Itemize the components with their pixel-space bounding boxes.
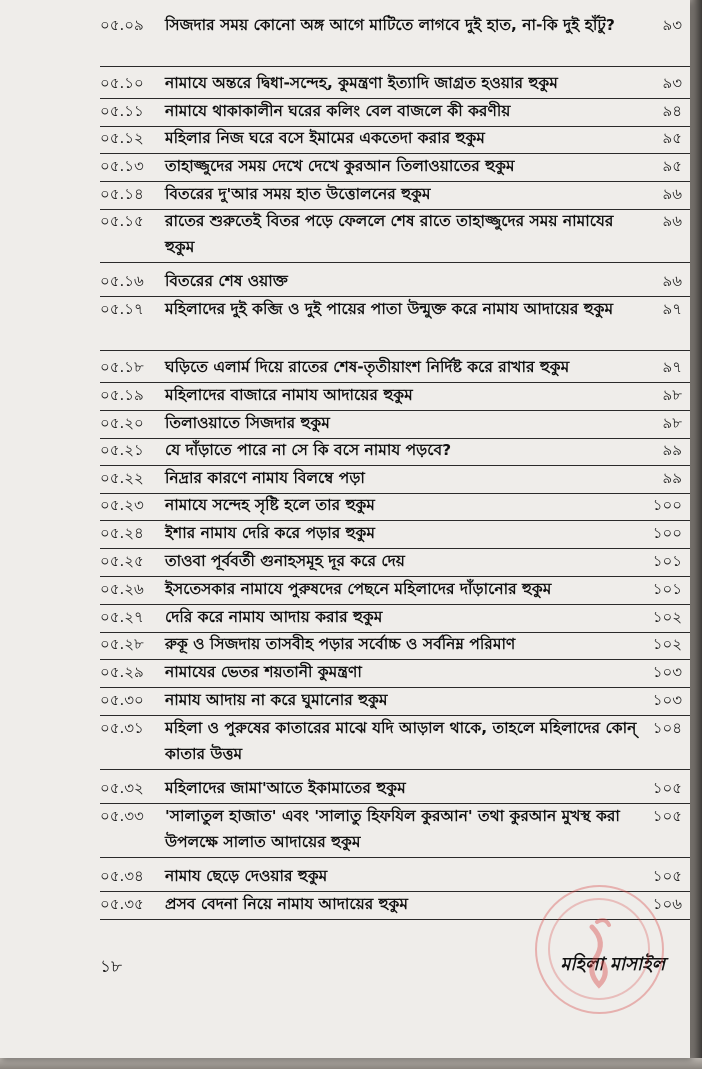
toc-entry-number: ০৫.২২ bbox=[100, 469, 144, 487]
toc-entry-title: রুকূ ও সিজদায় তাসবীহ পড়ার সর্বোচ্চ ও সর্বনিম্ন পরিমাণ bbox=[165, 635, 516, 653]
toc-entry-number: ০৫.১৮ bbox=[100, 358, 144, 376]
toc-entry bbox=[100, 10, 690, 67]
toc-entry-page: ১০০ bbox=[652, 496, 682, 514]
toc-entry-page: ৯৫ bbox=[662, 157, 682, 175]
toc-entry bbox=[100, 352, 690, 383]
toc-entry bbox=[100, 266, 690, 297]
toc-entry-title: মহিলাদের জামা'আতে ইকামাতের হুকুম bbox=[165, 779, 406, 797]
toc-entry bbox=[100, 68, 690, 99]
toc-entry-page: ১০৪ bbox=[652, 719, 682, 737]
toc-entry bbox=[100, 206, 690, 263]
toc-entry-page: ৯৯ bbox=[662, 441, 682, 459]
toc-entry bbox=[100, 380, 690, 411]
toc-entry-page: ১০০ bbox=[652, 524, 682, 542]
stamp-emblem-icon bbox=[537, 887, 662, 1012]
toc-entry-title: প্রসব বেদনা নিয়ে নামায আদায়ের হুকুম bbox=[165, 895, 408, 913]
toc-entry-number: ০৫.২০ bbox=[100, 414, 144, 432]
toc-entry-number: ০৫.১৫ bbox=[100, 212, 144, 230]
page-edge bbox=[690, 0, 702, 1069]
toc-entry-title: সিজদার সময় কোনো অঙ্গ আগে মাটিতে লাগবে দুই হাত, না-কি দুই হাঁটু? bbox=[165, 16, 615, 34]
toc-entry-title: তাওবা পূর্ববর্তী গুনাহসমূহ দূর করে দেয় bbox=[165, 552, 405, 570]
toc-entry-number: ০৫.১৯ bbox=[100, 386, 144, 404]
watermark-stamp bbox=[535, 885, 664, 1014]
toc-entry-page: ৯৭ bbox=[662, 358, 682, 376]
toc-entry-page: ১০৫ bbox=[652, 779, 682, 797]
toc-entry-number: ০৫.১৭ bbox=[100, 300, 144, 318]
toc-entry-number: ০৫.৩৩ bbox=[100, 807, 144, 825]
toc-entry-number: ০৫.১২ bbox=[100, 129, 144, 147]
toc-entry-number: ০৫.২৩ bbox=[100, 496, 144, 514]
toc-entry-title: ইশার নামায দেরি করে পড়ার হুকুম bbox=[165, 524, 375, 542]
toc-entry-title: ঘড়িতে এলার্ম দিয়ে রাতের শেষ-তৃতীয়াংশ নির্দিষ্ট করে রাখার হুকুম bbox=[165, 358, 570, 376]
toc-entry-page: ১০১ bbox=[652, 580, 682, 598]
toc-entry-title: নামাযে সন্দেহ সৃষ্টি হলে তার হুকুম bbox=[165, 496, 375, 514]
toc-entry-page: ১০৩ bbox=[652, 663, 682, 681]
toc-entry bbox=[100, 801, 690, 858]
toc-entry-page: ৯৩ bbox=[662, 74, 682, 92]
toc-entry-title: মহিলাদের বাজারে নামায আদায়ের হুকুম bbox=[165, 386, 413, 404]
toc-entry bbox=[100, 123, 690, 154]
toc-entry bbox=[100, 773, 690, 804]
toc-entry bbox=[100, 435, 690, 466]
toc-entry-number: ০৫.৩৪ bbox=[100, 867, 144, 885]
toc-entry-page: ১০১ bbox=[652, 552, 682, 570]
toc-entry-page: ১০৫ bbox=[652, 867, 682, 885]
toc-entry bbox=[100, 518, 690, 549]
toc-entry bbox=[100, 629, 690, 660]
toc-entry-title: 'সালাতুল হাজাত' এবং 'সালাতু হিফযিল কুরআন' তথা কুরআন মুখস্থ করা উপলক্ষে সালাত আদায়ের হুকুম bbox=[165, 807, 620, 851]
toc-entry-number: ০৫.১১ bbox=[100, 102, 144, 120]
toc-entry-number: ০৫.২৫ bbox=[100, 552, 144, 570]
toc-entry-page: ১০২ bbox=[652, 635, 682, 653]
toc-entry-page: ৯৩ bbox=[662, 16, 682, 34]
toc-entry bbox=[100, 657, 690, 688]
toc-entry-number: ০৫.০৯ bbox=[100, 16, 144, 34]
toc-entry-page: ১০২ bbox=[652, 608, 682, 626]
toc-entry-title: মহিলাদের দুই কব্জি ও দুই পায়ের পাতা উন্মুক্ত করে নামায আদায়ের হুকুম bbox=[165, 300, 614, 318]
toc-entry-number: ০৫.১৬ bbox=[100, 272, 144, 290]
toc-entry-number: ০৫.৩৫ bbox=[100, 895, 144, 913]
toc-entry-page: ৯৪ bbox=[662, 102, 682, 120]
toc-entry bbox=[100, 294, 690, 351]
toc-entry-number: ০৫.৩১ bbox=[100, 719, 144, 737]
page-number: ১৮ bbox=[100, 957, 123, 977]
toc-entry-page: ৯৫ bbox=[662, 129, 682, 147]
toc-entry-page: ৯৮ bbox=[662, 386, 682, 404]
page-bottom-edge bbox=[0, 1058, 702, 1069]
toc-entry-page: ৯৮ bbox=[662, 414, 682, 432]
toc-entry bbox=[100, 713, 690, 770]
toc-entry-title: মহিলা ও পুরুষের কাতারের মাঝে যদি আড়াল থাকে, তাহলে মহিলাদের কোন্ কাতার উত্তম bbox=[165, 719, 637, 763]
toc-entry-title: বিতরের দু'আর সময় হাত উত্তোলনের হুকুম bbox=[165, 185, 431, 203]
toc-entry-title: দেরি করে নামায আদায় করার হুকুম bbox=[165, 608, 383, 626]
toc-entry-page: ৯৬ bbox=[662, 272, 682, 290]
toc-entry-number: ০৫.১৩ bbox=[100, 157, 144, 175]
toc-entry-title: তাহাজ্জুদের সময় দেখে দেখে কুরআন তিলাওয়াতের হুকুম bbox=[165, 157, 515, 175]
toc-entry-page: ১০৬ bbox=[652, 895, 682, 913]
toc-entry-number: ০৫.৩২ bbox=[100, 779, 144, 797]
toc-entry-number: ০৫.২৯ bbox=[100, 663, 144, 681]
toc-entry bbox=[100, 490, 690, 521]
toc-entry-title: নামাযে থাকাকালীন ঘরের কলিং বেল বাজলে কী করণীয় bbox=[165, 102, 511, 120]
toc-entry-number: ০৫.১৪ bbox=[100, 185, 144, 203]
toc-entry bbox=[100, 574, 690, 605]
toc-entry-title: রাতের শুরুতেই বিতর পড়ে ফেললে শেষ রাতে তাহাজ্জুদের সময় নামাযের হুকুম bbox=[165, 212, 614, 256]
toc-entry-number: ০৫.৩০ bbox=[100, 691, 144, 709]
toc-entry-title: বিতরের শেষ ওয়াক্ত bbox=[165, 272, 288, 290]
toc-entry-title: তিলাওয়াতে সিজদার হুকুম bbox=[165, 414, 330, 432]
toc-entry-number: ০৫.২৮ bbox=[100, 635, 144, 653]
toc-entry-page: ৯৬ bbox=[662, 185, 682, 203]
toc-entry-number: ০৫.১০ bbox=[100, 74, 144, 92]
toc-entry bbox=[100, 685, 690, 716]
toc-entry-page: ১০৫ bbox=[652, 807, 682, 825]
toc-entry-title: নামাযের ভেতর শয়তানী কুমন্ত্রণা bbox=[165, 663, 362, 681]
toc-entry-page: ৯৬ bbox=[662, 212, 682, 230]
toc-entry bbox=[100, 151, 690, 182]
toc-entry-title: যে দাঁড়াতে পারে না সে কি বসে নামায পড়বে? bbox=[165, 441, 452, 459]
toc-entry-page: ৯৯ bbox=[662, 469, 682, 487]
toc-entry-number: ০৫.২৬ bbox=[100, 580, 144, 598]
toc-entry-title: নামায আদায় না করে ঘুমানোর হুকুম bbox=[165, 691, 388, 709]
toc-entry-title: মহিলার নিজ ঘরে বসে ইমামের একতেদা করার হুকুম bbox=[165, 129, 485, 147]
toc-entry-number: ০৫.২৭ bbox=[100, 608, 144, 626]
toc-entry-page: ১০৩ bbox=[652, 691, 682, 709]
toc-entry bbox=[100, 546, 690, 577]
toc-entry-number: ০৫.২৪ bbox=[100, 524, 144, 542]
toc-entry-page: ৯৭ bbox=[662, 300, 682, 318]
running-title: মহিলা মাসাইল bbox=[560, 954, 665, 975]
toc-entry-title: নামাযে অন্তরে দ্বিধা-সন্দেহ, কুমন্ত্রণা ইত্যাদি জাগ্রত হওয়ার হুকুম bbox=[165, 74, 558, 92]
toc-entry-title: নামায ছেড়ে দেওয়ার হুকুম bbox=[165, 867, 328, 885]
toc-entry-title: নিদ্রার কারণে নামায বিলম্বে পড়া bbox=[165, 469, 365, 487]
toc-entry-number: ০৫.২১ bbox=[100, 441, 144, 459]
toc-entry-title: ইসতেসকার নামাযে পুরুষদের পেছনে মহিলাদের দাঁড়ানোর হুকুম bbox=[165, 580, 552, 598]
